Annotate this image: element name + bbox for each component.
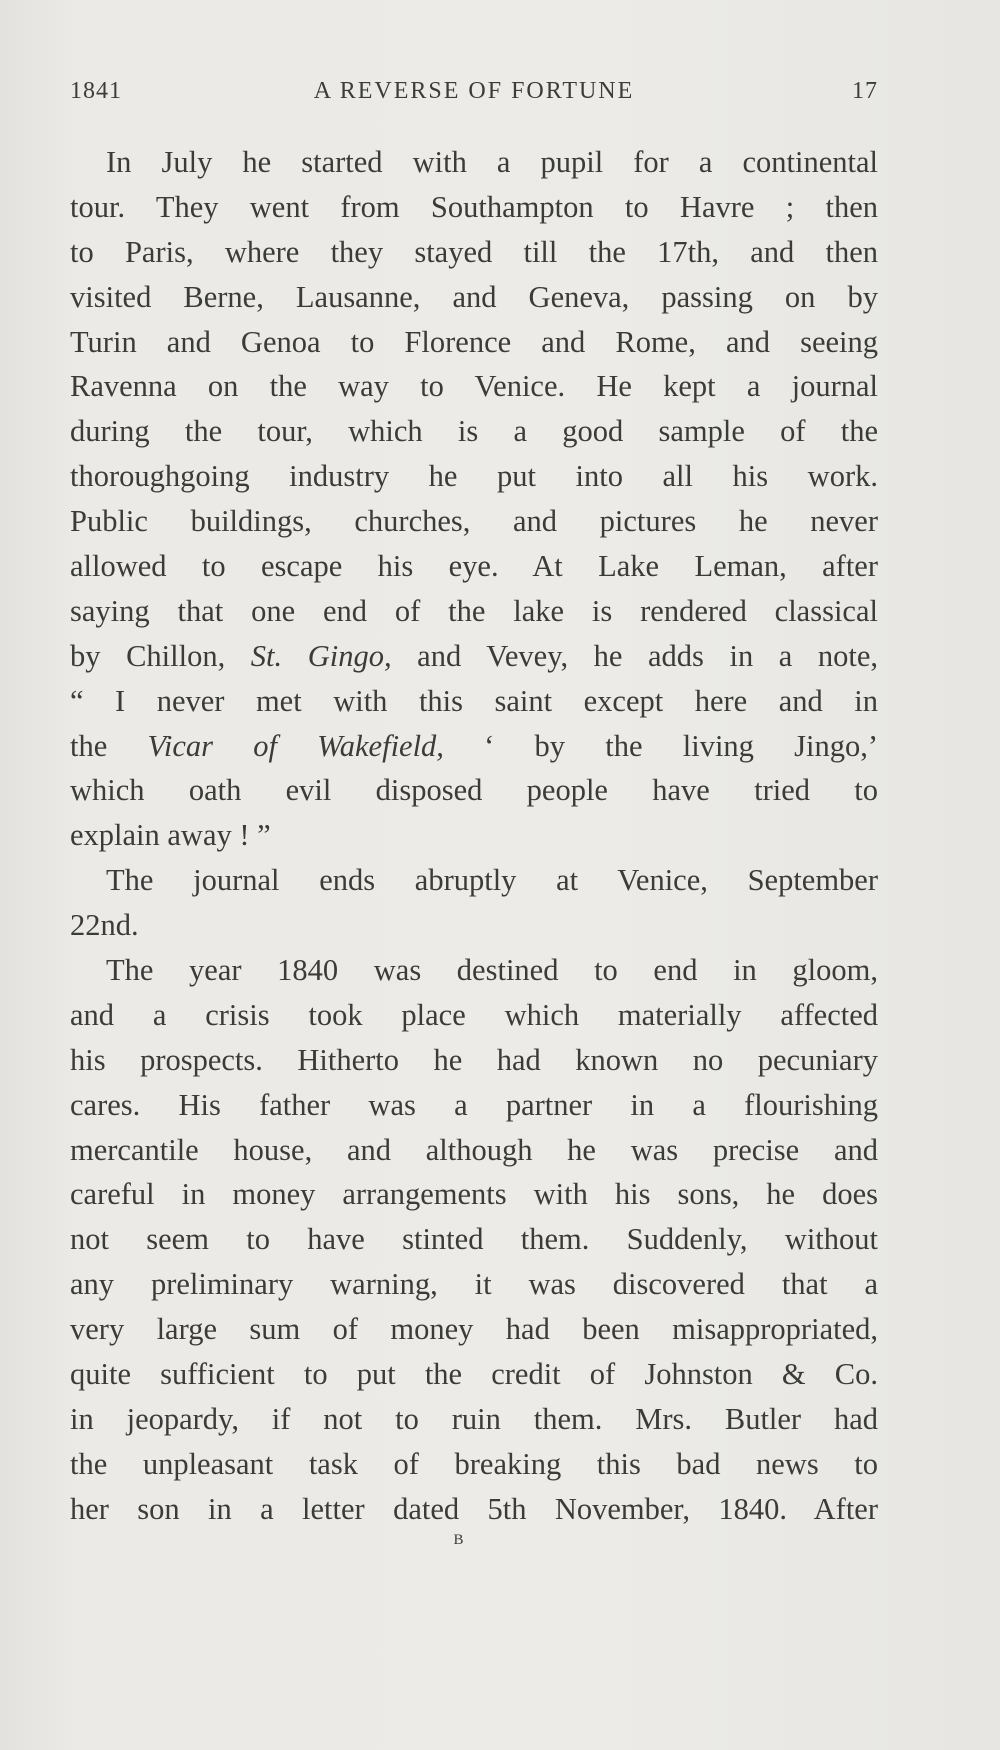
text-line: his prospects. Hitherto he had known no pecuniary [70, 1042, 878, 1077]
text-line: quite sufficient to put the credit of Johnston & Co. [70, 1357, 878, 1392]
text-line: “ I never met with this saint except here and in [70, 683, 878, 718]
text-segment: ‘ by the living Jingo,’ [484, 728, 879, 763]
text-line: any preliminary warning, it was discovered that a [70, 1267, 878, 1302]
header-year: 1841 [70, 78, 122, 104]
text-line: saying that one end of the lake is rendered classical [70, 593, 878, 628]
running-head [70, 78, 878, 110]
text-line: not seem to have stinted them. Suddenly, without [70, 1222, 878, 1257]
header-title: A REVERSE OF FORTUNE [313, 78, 635, 104]
text-line: careful in money arrangements with his sons, he does [70, 1177, 878, 1212]
text-line: The journal ends abruptly at Venice, September [106, 863, 878, 898]
text-line: in jeopardy, if not to ruin them. Mrs. Butler had [70, 1401, 878, 1436]
text-line: mercantile house, and although he was precise and [70, 1132, 878, 1167]
text-line: The year 1840 was destined to end in gloom, [106, 953, 878, 988]
text-line: explain away ! ” [70, 818, 271, 853]
text-line: the unpleasant task of breaking this bad news to [70, 1446, 878, 1481]
page-number: 17 [852, 78, 878, 104]
text-segment: by Chillon, [70, 638, 226, 673]
italic-book-title: Vicar of Wakefield, [147, 728, 444, 763]
text-line: Ravenna on the way to Venice. He kept a journal [70, 369, 878, 404]
text-line: 22nd. [70, 908, 139, 943]
text-line: In July he started with a pupil for a continental [106, 145, 878, 179]
text-line: visited Berne, Lausanne, and Geneva, passing on by [70, 279, 878, 314]
text-segment: the [70, 728, 108, 763]
text-segment: and Vevey, he adds in a note, [417, 638, 879, 673]
text-line: cares. His father was a partner in a flourishing [70, 1087, 878, 1122]
text-line: allowed to escape his eye. At Lake Leman, after [70, 549, 878, 584]
text-line: which oath evil disposed people have tried to [70, 773, 878, 808]
text-line [70, 724, 878, 769]
text-line: during the tour, which is a good sample of the [70, 414, 878, 449]
signature-mark: B [453, 1532, 465, 1548]
text-line: thoroughgoing industry he put into all his work. [70, 459, 878, 494]
text-line: to Paris, where they stayed till the 17th, and then [70, 234, 878, 269]
italic-place-name: St. Gingo, [250, 638, 392, 673]
text-line: Public buildings, churches, and pictures he never [70, 504, 878, 539]
body-text [70, 140, 878, 1532]
text-line: very large sum of money had been misappropriated, [70, 1312, 878, 1347]
text-line: and a crisis took place which materially affected [70, 997, 878, 1032]
text-line: tour. They went from Southampton to Havre ; then [70, 189, 878, 224]
text-line [70, 634, 878, 679]
text-line: her son in a letter dated 5th November, 1840. After [70, 1491, 878, 1526]
text-line: Turin and Genoa to Florence and Rome, and seeing [70, 324, 878, 359]
